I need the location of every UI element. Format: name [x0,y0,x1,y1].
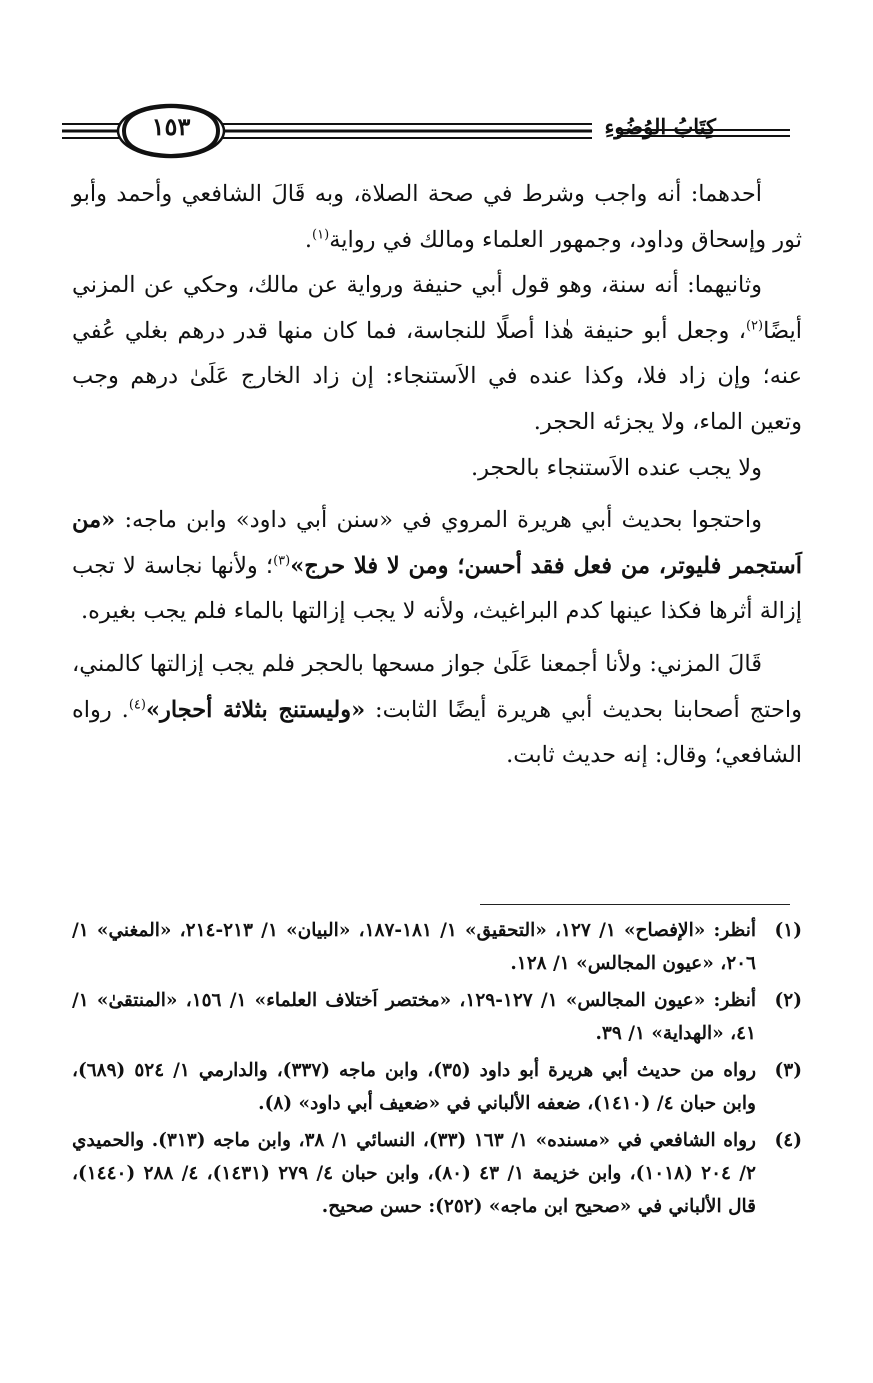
footnote-ref[interactable]: (٣) [273,553,291,569]
footnote-separator [480,904,790,905]
footnote-3 [72,1054,802,1120]
footnote-text: أنظر: «الإفصاح» ١/ ١٢٧، «التحقيق» ١/ ١٨١-١٨٧، «البيان» ١/ ٢١٣-٢١٤، «المغني» ١/ ٢٠٦، «عيون المجالس» ١/ ١٢٨. [72,920,756,974]
paragraph-text: أحدهما: أنه واجب وشرط في صحة الصلاة، وبه قَالَ الشافعي وأحمد وأبو ثور وإسحاق وداود، وجمهور العلماء ومالك في رواية [72,181,802,253]
paragraph-text: ؛ ولأنها نجاسة لا تجب إزالة أثرها فكذا عينها كدم البراغيث، ولأنه لا يجب إزالتها بالماء فلم يجب بغيره. [72,552,802,625]
footnote-4 [72,1124,802,1223]
paragraph-5 [72,642,802,779]
footnote-ref[interactable]: (١) [312,227,330,243]
footnote-number: (١) [774,920,802,941]
paragraph-text: قَالَ المزني: ولأنا أجمعنا عَلَىٰ جواز مسحها بالحجر فلم يجب إزالتها كالمني، واحتج أصحابنا بحديث أبي هريرة أيضًا الثابت: [72,650,802,723]
paragraph-text: وثانيهما: أنه سنة، وهو قول أبي حنيفة ورواية عن مالك، وحكي عن المزني أيضًا [72,272,802,344]
paragraph-4 [72,498,802,635]
paragraph-text: ، وجعل أبو حنيفة هٰذا أصلًا للنجاسة، فما كان منها قدر درهم بغلي عُفي عنه؛ وإن زاد فلا، وكذا عنده في الاَستنجاء: إن زاد الخارج عَلَىٰ درهم وجب وتعين الماء، ولا يجزئه الحجر. [72,317,802,435]
footnote-text: أنظر: «عيون المجالس» ١/ ١٢٧-١٢٩، «مختصر اَختلاف العلماء» ١/ ١٥٦، «المنتقىٰ» ١/ ٤١، «الهداية» ١/ ٣٩. [72,990,756,1044]
paragraph-2 [72,263,802,445]
footnote-ref[interactable]: (٢) [745,318,764,334]
footnote-2 [72,984,802,1050]
footnote-1 [72,914,802,980]
paragraph-1 [72,172,802,263]
page-number: ١٥٣ [151,112,191,141]
footnote-text: رواه من حديث أبي هريرة أبو داود (٣٥)، وابن ماجه (٣٣٧)، والدارمي ١/ ٥٢٤ (٦٨٩)، وابن حبان ٤/ (١٤١٠)، ضعفه الألباني في «ضعيف أبي داود» (٨). [72,1060,757,1114]
page-header [62,100,802,164]
footnote-number: (٤) [774,1130,802,1151]
footnote-number: (٣) [774,1060,802,1081]
hadith-quote: «وليستنج بثلاثة أحجار» [145,696,366,723]
paragraph-text: . رواه الشافعي؛ وقال: إنه حديث ثابت. [72,696,802,769]
hadith-quote: «من اَستجمر فليوتر، من فعل فقد أحسن؛ ومن لا فلا حرج» [72,507,802,579]
footnote-ref[interactable]: (٤) [128,697,146,713]
footnote-text: رواه الشافعي في «مسنده» ١/ ١٦٣ (٣٣)، النسائي ١/ ٣٨، وابن ماجه (٣١٣). والحميدي ٢/ ٢٠٤ (١٠١٨)، وابن خزيمة ١/ ٤٣ (٨٠)، وابن حبان ٤/ ٢٧٩ (١٤٣١)، ٤/ ٢٨٨ (١٤٤٠)، قال الألباني في «صحيح ابن ماجه» (٢٥٢): حسن صحيح. [72,1130,756,1217]
footnotes [72,914,802,1227]
paragraph-text: واحتجوا بحديث أبي هريرة المروي في «سنن أبي داود» وابن ماجه: [115,507,762,534]
main-text [72,172,802,779]
footnote-number: (٢) [774,990,802,1011]
paragraph-text: . [304,226,313,253]
paragraph-3: ولا يجب عنده الاَستنجاء بالحجر. [470,454,762,481]
chapter-title: كِتَابُ الوُضُوءِ [604,114,716,139]
